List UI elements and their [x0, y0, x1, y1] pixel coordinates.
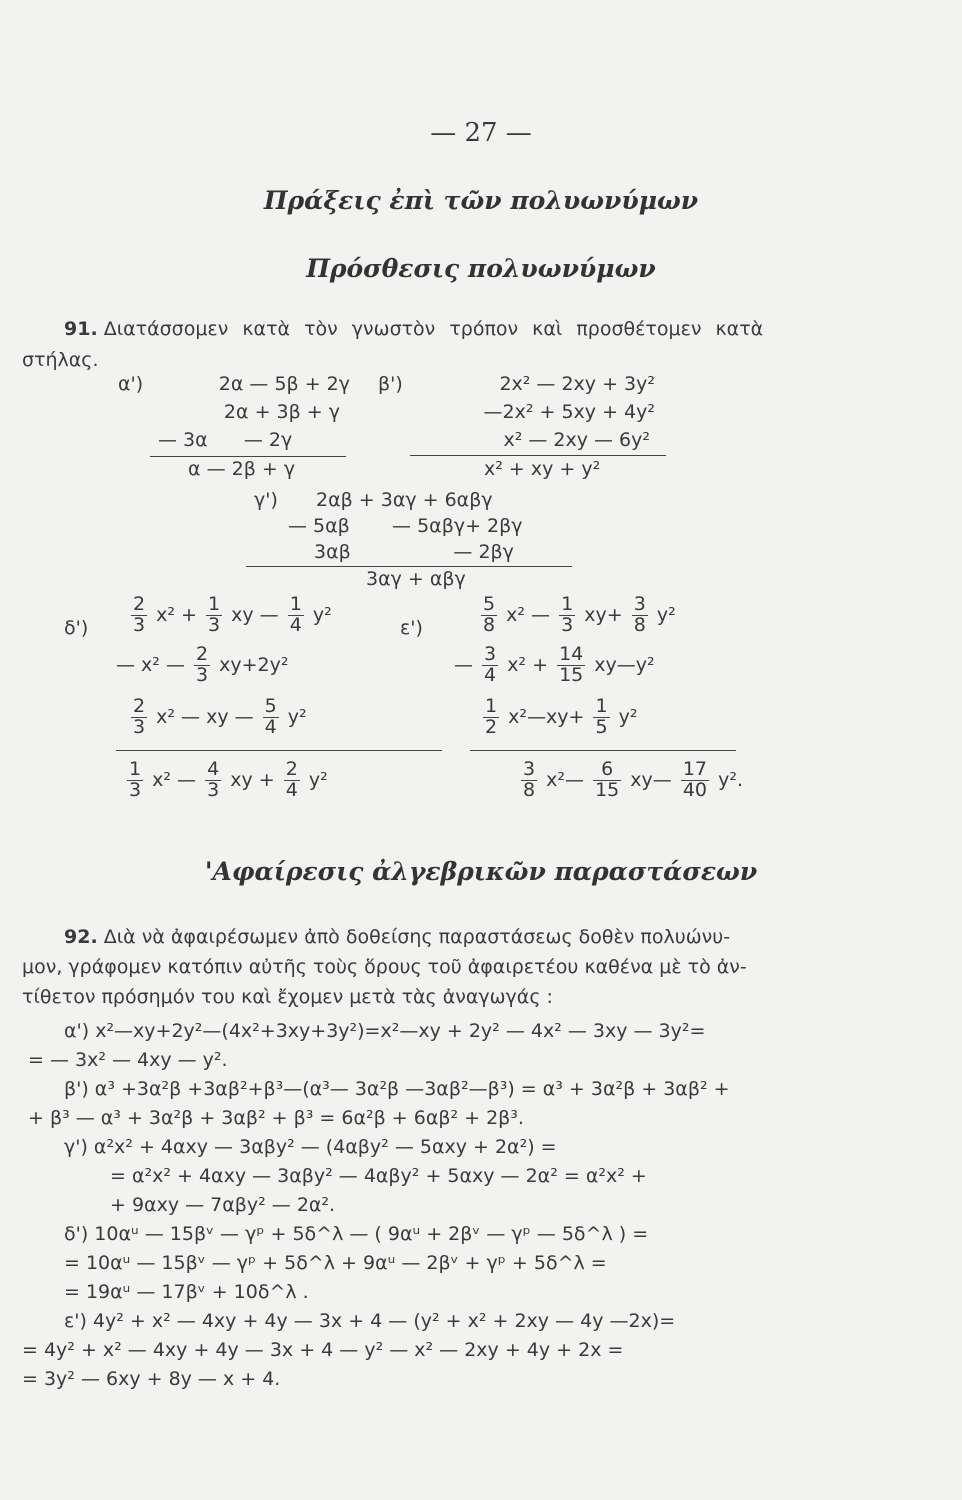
- ex92-line-5: γ') α²x² + 4αxy — 3αβy² — (4αβy² — 5αxy + 2α²) =: [64, 1136, 557, 1158]
- fraction: $\frac{3}{8}$: [523, 758, 536, 801]
- ex92-line-3: β') α³ +3α²β +3αβ²+β³—(α³— 3α²β —3αβ²—β³) = α³ + 3α²β + 3αβ² +: [64, 1078, 730, 1100]
- ex91-c-rule: [246, 566, 572, 567]
- ex91-a-row3: — 3α — 2γ: [158, 429, 293, 451]
- ex91-d-row2: — x² — $\frac{2}{3}$ xy+2y²: [116, 643, 289, 686]
- ex91-b-result: x² + xy + y²: [484, 458, 601, 480]
- ex92-line-2: = — 3x² — 4xy — y².: [28, 1049, 228, 1071]
- fraction: $\frac{2}{3}$: [133, 593, 146, 636]
- ex91-c-row2: — 5αβ — 5αβγ+ 2βγ: [288, 515, 523, 537]
- ex91-c-label: γ'): [254, 489, 278, 511]
- ex91-number: 91.: [64, 318, 98, 340]
- ex91-a-row1: 2α — 5β + 2γ: [218, 373, 350, 395]
- ex92-line-11: ε') 4y² + x² — 4xy + 4y — 3x + 4 — (y² + x² + 2xy — 4y —2x)=: [64, 1310, 676, 1332]
- subtraction-title: 'Αφαίρεσις ἀλγεβρικῶν παραστάσεων: [204, 857, 758, 886]
- fraction: $\frac{4}{3}$: [207, 758, 220, 801]
- ex92-line-13: = 3y² — 6xy + 8y — x + 4.: [22, 1368, 281, 1390]
- ex91-c-row1: 2αβ + 3αγ + 6αβγ: [316, 489, 493, 511]
- ex91-e-result: $\frac{3}{8}$ x²— $\frac{6}{15}$ xy— $\frac{17}{40}$ y².: [523, 758, 743, 801]
- ex91-e-row3: $\frac{1}{2}$ x²—xy+ $\frac{1}{5}$ y²: [485, 695, 638, 738]
- ex92-line-6: = α²x² + 4αxy — 3αβy² — 4αβy² + 5αxy — 2α² = α²x² +: [110, 1165, 647, 1187]
- section-subtitle: Πρόσθεσις πολυωνύμων: [306, 254, 656, 283]
- fraction: $\frac{1}{2}$: [485, 695, 498, 738]
- ex91-intro-line2: στήλας.: [22, 349, 99, 371]
- ex92-line-1: α') x²—xy+2y²—(4x²+3xy+3y²)=x²—xy + 2y² — 4x² — 3xy — 3y²=: [64, 1020, 706, 1042]
- ex92-intro-line2: μον, γράφομεν κατόπιν αὐτῆς τοὺς ὅρους τοῦ ἀφαιρετέου καθένα μὲ τὸ ἀν-: [22, 956, 747, 978]
- ex92-intro-text: Διὰ νὰ ἀφαιρέσωμεν ἀπὸ δοθείσης παραστάσεως δοθὲν πολυώνυ-: [103, 926, 731, 948]
- ex91-a-result: α — 2β + γ: [188, 458, 296, 480]
- fraction: $\frac{2}{3}$: [196, 643, 209, 686]
- ex92-number: 92.: [64, 926, 98, 948]
- ex91-b-label: β'): [378, 373, 403, 395]
- fraction: $\frac{5}{8}$: [483, 593, 496, 636]
- ex91-c-row3: 3αβ — 2βγ: [314, 541, 514, 563]
- ex91-e-row2: — $\frac{3}{4}$ x² + $\frac{14}{15}$ xy—y²: [454, 643, 655, 686]
- fraction: $\frac{1}{3}$: [561, 593, 574, 636]
- fraction: $\frac{5}{4}$: [264, 695, 277, 738]
- page-number: — 27 —: [430, 118, 532, 148]
- fraction: $\frac{1}{3}$: [129, 758, 142, 801]
- ex91-b-rule: [410, 455, 666, 456]
- ex91-a-rule: [150, 456, 346, 457]
- ex91-e-rule: [470, 750, 736, 751]
- ex92-intro-line1: [64, 926, 730, 948]
- ex92-line-9: = 10αᵘ — 15βᵛ — γᵖ + 5δ^λ + 9αᵘ — 2βᵛ + γᵖ + 5δ^λ =: [64, 1252, 607, 1274]
- ex91-b-row2: —2x² + 5xy + 4y²: [483, 401, 655, 423]
- fraction: $\frac{2}{3}$: [133, 695, 146, 738]
- ex91-d-row1: $\frac{2}{3}$ x² + $\frac{1}{3}$ xy — $\frac{1}{4}$ y²: [133, 593, 332, 636]
- fraction: $\frac{17}{40}$: [682, 758, 708, 801]
- fraction: $\frac{1}{3}$: [208, 593, 221, 636]
- ex91-b-row3: x² — 2xy — 6y²: [503, 429, 650, 451]
- fraction: $\frac{1}{5}$: [595, 695, 608, 738]
- ex91-c-result: 3αγ + αβγ: [366, 568, 466, 590]
- section-title: Πράξεις ἐπὶ τῶν πολυωνύμων: [263, 186, 699, 215]
- ex91-e-row1: $\frac{5}{8}$ x² — $\frac{1}{3}$ xy+ $\frac{3}{8}$ y²: [483, 593, 676, 636]
- fraction: $\frac{3}{8}$: [633, 593, 646, 636]
- ex92-line-12: = 4y² + x² — 4xy + 4y — 3x + 4 — y² — x² — 2xy + 4y + 2x =: [22, 1339, 624, 1361]
- ex91-d-result: $\frac{1}{3}$ x² — $\frac{4}{3}$ xy + $\frac{2}{4}$ y²: [129, 758, 328, 801]
- fraction: $\frac{6}{15}$: [595, 758, 620, 801]
- ex92-line-7: + 9αxy — 7αβy² — 2α².: [110, 1194, 336, 1216]
- ex91-d-row3: $\frac{2}{3}$ x² — xy — $\frac{5}{4}$ y²: [133, 695, 307, 738]
- ex91-d-rule: [116, 750, 442, 751]
- fraction: $\frac{1}{4}$: [289, 593, 302, 636]
- ex91-a-label: α'): [118, 373, 144, 395]
- ex92-line-8: δ') 10αᵘ — 15βᵛ — γᵖ + 5δ^λ — ( 9αᵘ + 2βᵛ — γᵖ — 5δ^λ ) =: [64, 1223, 649, 1245]
- ex91-d-label: δ'): [64, 617, 89, 639]
- fraction: $\frac{2}{4}$: [285, 758, 298, 801]
- fraction: $\frac{14}{15}$: [559, 643, 584, 686]
- ex91-b-row1: 2x² — 2xy + 3y²: [499, 373, 655, 395]
- ex91-line1-text: Διατάσσομεν κατὰ τὸν γνωστὸν τρόπον καὶ προσθέτομεν κατὰ: [103, 318, 764, 340]
- ex91-intro-line1: [64, 318, 763, 340]
- ex91-e-label: ε'): [400, 617, 423, 639]
- ex92-line-4: + β³ — α³ + 3α²β + 3αβ² + β³ = 6α²β + 6αβ² + 2β³.: [28, 1107, 524, 1129]
- ex92-intro-line3: τίθετον πρόσημόν του καὶ ἔχομεν μετὰ τὰς ἀναγωγάς :: [22, 986, 553, 1008]
- ex92-line-10: = 19αᵘ — 17βᵛ + 10δ^λ .: [64, 1281, 309, 1303]
- ex91-a-row2: 2α + 3β + γ: [223, 401, 340, 423]
- fraction: $\frac{3}{4}$: [484, 643, 497, 686]
